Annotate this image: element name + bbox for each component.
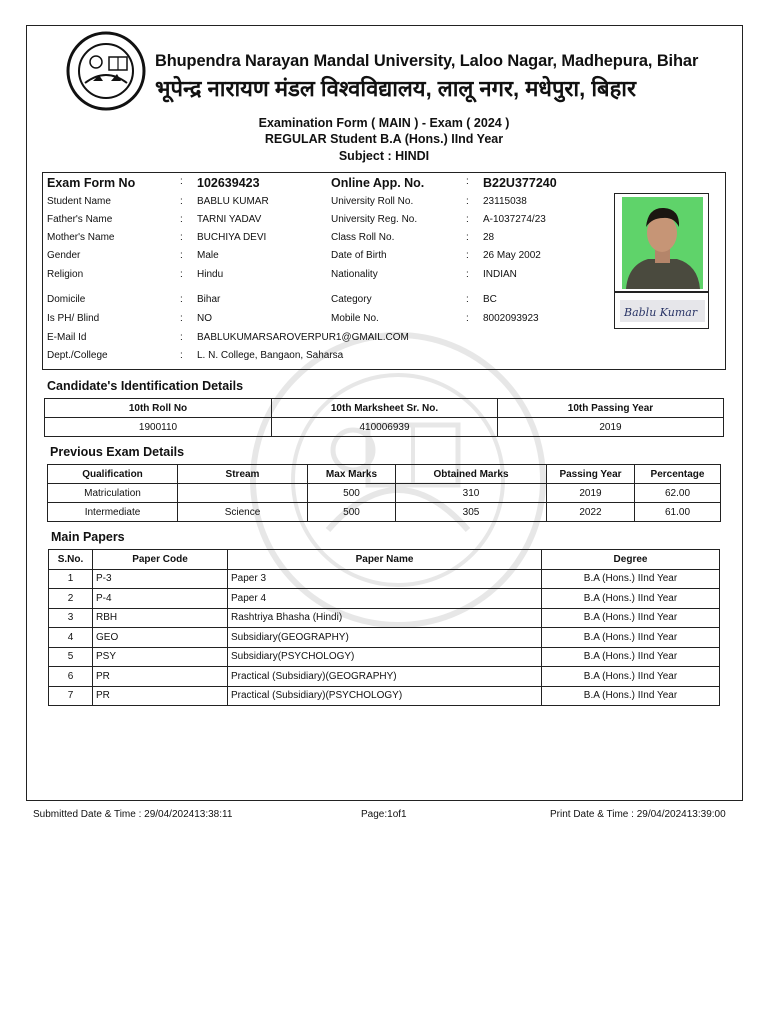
table-cell: 500: [308, 503, 396, 522]
email-value: BABLUKUMARSAROVERPUR1@GMAIL.COM: [197, 332, 409, 343]
table-cell: Paper 4: [228, 589, 542, 609]
university-roll-value: 23115038: [483, 196, 527, 207]
column-header: Degree: [542, 550, 720, 570]
colon: :: [466, 269, 469, 280]
field-label: Category: [331, 294, 372, 305]
table-cell: 305: [396, 503, 547, 522]
column-header: Paper Code: [93, 550, 228, 570]
field-label: Mobile No.: [331, 313, 379, 324]
column-header: 10th Roll No: [45, 399, 272, 418]
form-title: Examination Form ( MAIN ) - Exam ( 2024 ): [258, 116, 510, 130]
field-label: Student Name: [47, 196, 111, 207]
colon: :: [180, 332, 183, 343]
identification-heading: Candidate's Identification Details: [47, 379, 244, 393]
table-cell: 5: [49, 647, 93, 667]
field-label: Class Roll No.: [331, 232, 395, 243]
colon: :: [466, 294, 469, 305]
table-cell: 1: [49, 569, 93, 589]
field-label: Dept./College: [47, 350, 108, 361]
photo-image: [622, 197, 703, 289]
table-cell: Practical (Subsidiary)(GEOGRAPHY): [228, 667, 542, 687]
field-label: Religion: [47, 269, 84, 280]
table-cell: B.A (Hons.) IInd Year: [542, 667, 720, 687]
colon: :: [180, 269, 183, 280]
table-cell: 3: [49, 608, 93, 628]
table-cell: PSY: [93, 647, 228, 667]
mobile-value: 8002093923: [483, 313, 539, 324]
dob-value: 26 May 2002: [483, 250, 541, 261]
table-cell: P-4: [93, 589, 228, 609]
column-header: Qualification: [48, 465, 178, 484]
field-label: Nationality: [331, 269, 378, 280]
colon: :: [180, 232, 183, 243]
table-cell: PR: [93, 667, 228, 687]
table-cell: RBH: [93, 608, 228, 628]
subject-title: Subject : HINDI: [338, 149, 430, 163]
table-row: [48, 503, 721, 522]
field-label: Father's Name: [47, 214, 113, 225]
print-datetime: Print Date & Time : 29/04/202413:39:00: [550, 809, 726, 820]
main-papers-table: [48, 549, 720, 706]
colon: :: [180, 294, 183, 305]
table-cell: Matriculation: [48, 484, 178, 503]
table-cell: 310: [396, 484, 547, 503]
exam-form-no-label: Exam Form No: [47, 176, 136, 190]
table-cell: Rashtriya Bhasha (Hindi): [228, 608, 542, 628]
table-cell: 62.00: [635, 484, 721, 503]
column-header: Paper Name: [228, 550, 542, 570]
column-header: S.No.: [49, 550, 93, 570]
category-value: BC: [483, 294, 497, 305]
colon: :: [466, 176, 469, 187]
colon: :: [466, 232, 469, 243]
table-cell: P-3: [93, 569, 228, 589]
university-logo: [63, 31, 149, 111]
table-cell: GEO: [93, 628, 228, 648]
table-cell: B.A (Hons.) IInd Year: [542, 608, 720, 628]
candidate-photo: [614, 193, 709, 292]
table-cell: Paper 3: [228, 569, 542, 589]
table-cell: B.A (Hons.) IInd Year: [542, 569, 720, 589]
colon: :: [466, 196, 469, 207]
table-cell: 2019: [547, 484, 635, 503]
colon: :: [180, 196, 183, 207]
table-cell: Practical (Subsidiary)(PSYCHOLOGY): [228, 686, 542, 706]
table-row: [49, 628, 720, 648]
candidate-signature-box: [614, 292, 709, 329]
nationality-value: INDIAN: [483, 269, 517, 280]
column-header: 10th Passing Year: [498, 399, 724, 418]
table-cell: 61.00: [635, 503, 721, 522]
table-row: [49, 647, 720, 667]
college-value: L. N. College, Bangaon, Saharsa: [197, 350, 344, 361]
university-name-english: Bhupendra Narayan Mandal University, Laloo Nagar, Madhepura, Bihar: [155, 52, 699, 70]
table-cell: Subsidiary(PSYCHOLOGY): [228, 647, 542, 667]
person-silhouette-icon: [622, 197, 703, 289]
submitted-datetime: Submitted Date & Time : 29/04/202413:38:11: [33, 809, 233, 820]
online-app-no-label: Online App. No.: [331, 176, 425, 190]
table-cell: Intermediate: [48, 503, 178, 522]
table-row: [49, 686, 720, 706]
table-cell: 410006939: [272, 418, 498, 437]
colon: :: [466, 313, 469, 324]
university-name-hindi: भूपेन्द्र नारायण मंडल विश्वविद्यालय, लालू नगर, मधेपुरा, बिहार: [155, 76, 636, 101]
table-cell: 1900110: [45, 418, 272, 437]
table-cell: 500: [308, 484, 396, 503]
field-label: University Reg. No.: [331, 214, 418, 225]
gender-value: Male: [197, 250, 219, 261]
previous-exam-table: [47, 464, 721, 522]
colon: :: [466, 214, 469, 225]
table-row: [49, 589, 720, 609]
colon: :: [180, 313, 183, 324]
colon: :: [180, 214, 183, 225]
column-header: Obtained Marks: [396, 465, 547, 484]
column-header: 10th Marksheet Sr. No.: [272, 399, 498, 418]
table-cell: 2022: [547, 503, 635, 522]
student-name-value: BABLU KUMAR: [197, 196, 269, 207]
field-label: Mother's Name: [47, 232, 115, 243]
main-papers-heading: Main Papers: [51, 530, 125, 544]
field-label: Gender: [47, 250, 81, 261]
colon: :: [466, 250, 469, 261]
column-header: Max Marks: [308, 465, 396, 484]
field-label: Date of Birth: [331, 250, 387, 261]
field-label: Is PH/ Blind: [47, 313, 100, 324]
table-row: [48, 484, 721, 503]
table-cell: B.A (Hons.) IInd Year: [542, 628, 720, 648]
table-cell: Subsidiary(GEOGRAPHY): [228, 628, 542, 648]
colon: :: [180, 350, 183, 361]
page-number: Page:1of1: [361, 809, 407, 820]
table-cell: 4: [49, 628, 93, 648]
column-header: Passing Year: [547, 465, 635, 484]
table-cell: B.A (Hons.) IInd Year: [542, 647, 720, 667]
svg-text:Bablu Kumar: Bablu Kumar: [624, 306, 698, 319]
exam-form-no-value: 102639423: [197, 176, 260, 190]
table-cell: B.A (Hons.) IInd Year: [542, 686, 720, 706]
column-header: Percentage: [635, 465, 721, 484]
field-label: University Roll No.: [331, 196, 414, 207]
table-cell: B.A (Hons.) IInd Year: [542, 589, 720, 609]
signature-image: [620, 300, 705, 322]
table-cell: 2: [49, 589, 93, 609]
online-app-no-value: B22U377240: [483, 176, 557, 190]
table-cell: 6: [49, 667, 93, 687]
university-reg-value: A-1037274/23: [483, 214, 546, 225]
field-label: E-Mail Id: [47, 332, 87, 343]
student-type: REGULAR Student B.A (Hons.) IInd Year: [264, 132, 504, 146]
colon: :: [180, 250, 183, 261]
domicile-value: Bihar: [197, 294, 221, 305]
mother-name-value: BUCHIYA DEVI: [197, 232, 267, 243]
father-name-value: TARNI YADAV: [197, 214, 262, 225]
ph-blind-value: NO: [197, 313, 212, 324]
signature-scribble: [620, 300, 705, 322]
previous-exam-heading: Previous Exam Details: [50, 445, 185, 459]
table-row: [49, 608, 720, 628]
table-row: [45, 418, 724, 437]
table-cell: 7: [49, 686, 93, 706]
column-header: Stream: [178, 465, 308, 484]
table-cell: 2019: [498, 418, 724, 437]
colon: :: [180, 176, 183, 187]
class-roll-value: 28: [483, 232, 495, 243]
identification-table: [44, 398, 724, 437]
table-cell: Science: [178, 503, 308, 522]
table-row: [49, 667, 720, 687]
field-label: Domicile: [47, 294, 86, 305]
table-cell: [178, 484, 308, 503]
table-row: [49, 569, 720, 589]
table-cell: PR: [93, 686, 228, 706]
religion-value: Hindu: [197, 269, 224, 280]
